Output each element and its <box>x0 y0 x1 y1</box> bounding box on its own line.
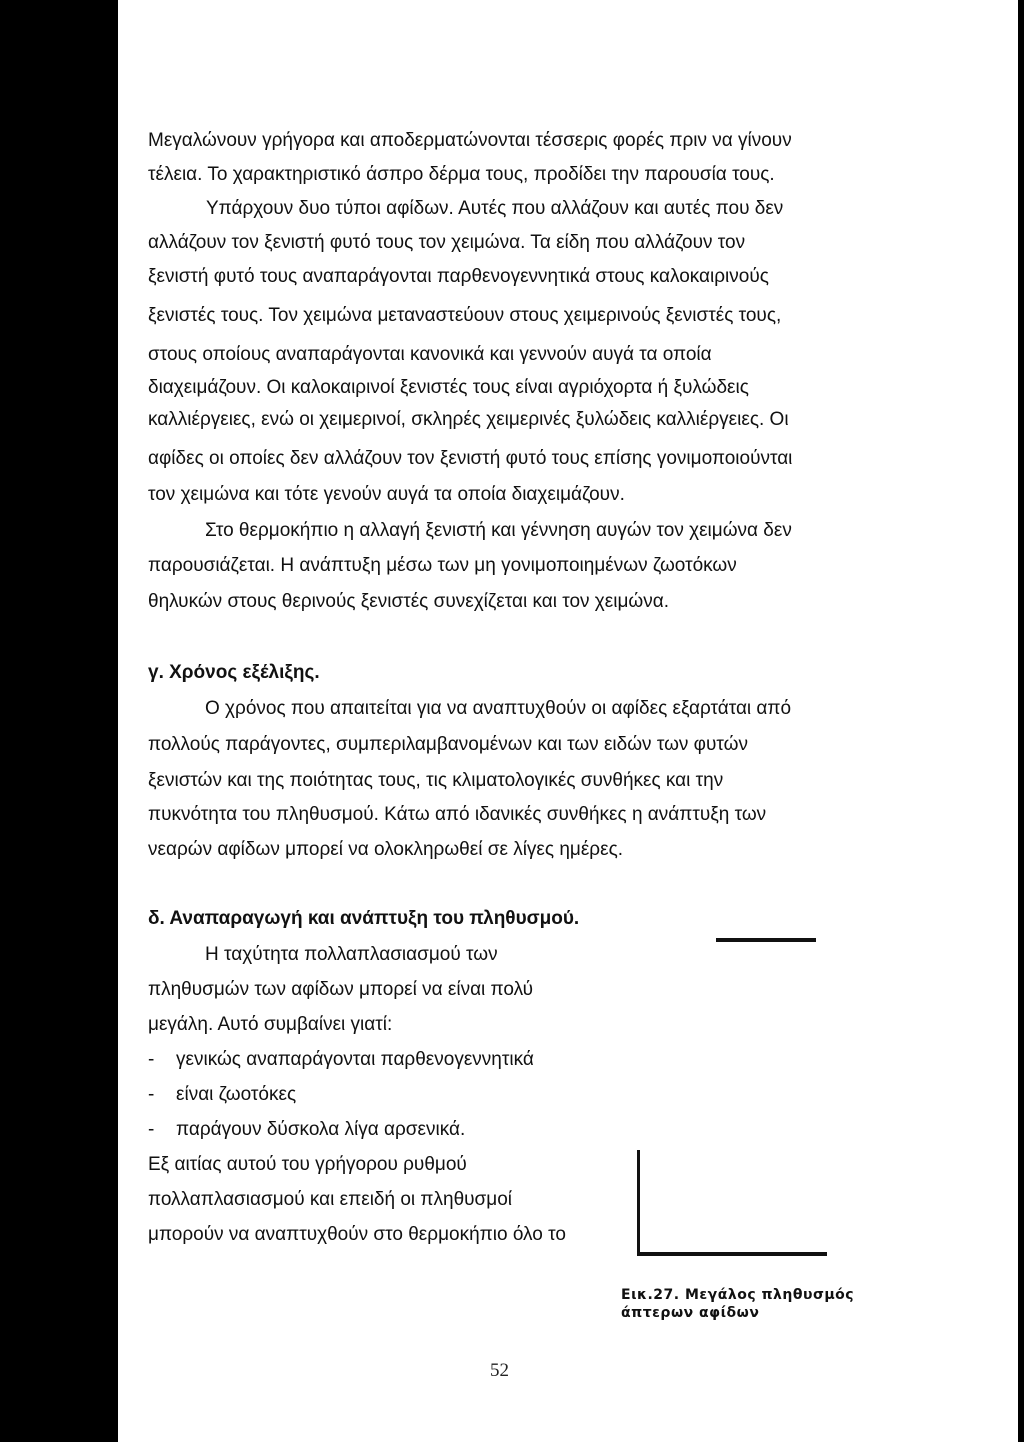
text-line: μεγάλη. Αυτό συμβαίνει γιατί: <box>148 1014 393 1035</box>
figure-left-rule <box>637 1150 640 1254</box>
list-item: είναι ζωοτόκες <box>176 1084 297 1105</box>
text-line: Ο χρόνος που απαιτείται για να αναπτυχθούν οι αφίδες εξαρτάται από <box>205 698 792 719</box>
text-line: στους οποίους αναπαράγονται κανονικά και γεννούν αυγά τα οποία <box>148 344 712 365</box>
list-item: παράγουν δύσκολα λίγα αρσενικά. <box>176 1119 466 1140</box>
text-line: ξενιστές τους. Τον χειμώνα μεταναστεύουν στους χειμερινούς ξενιστές τους, <box>148 305 782 326</box>
text-line: αφίδες οι οποίες δεν αλλάζουν τον ξενιστή φυτό τους επίσης γονιμοποιούνται <box>148 448 793 469</box>
text-line: μπορούν να αναπτυχθούν στο θερμοκήπιο όλο το <box>148 1224 566 1245</box>
text-line: καλλιέργειες, ενώ οι χειμερινοί, σκληρές χειμερινές ξυλώδεις καλλιέργειες. Οι <box>148 409 789 430</box>
page-number: 52 <box>490 1360 509 1381</box>
bullet-mark: - <box>148 1049 155 1070</box>
figure-bottom-rule <box>637 1252 827 1256</box>
text-line: πολλούς παράγοντες, συμπεριλαμβανομένων και των ειδών των φυτών <box>148 734 748 755</box>
text-line: Μεγαλώνουν γρήγορα και αποδερματώνονται τέσσερις φορές πριν να γίνουν <box>148 130 792 151</box>
text-line: Εξ αιτίας αυτού του γρήγορου ρυθμού <box>148 1154 467 1175</box>
text-line: αλλάζουν τον ξενιστή φυτό τους τον χειμώνα. Τα είδη που αλλάζουν τον <box>148 232 746 253</box>
text-line: πληθυσμών των αφίδων μπορεί να είναι πολύ <box>148 979 534 1000</box>
bullet-mark: - <box>148 1119 155 1140</box>
text-line: τέλεια. Το χαρακτηριστικό άσπρο δέρμα τους, προδίδει την παρουσία τους. <box>148 164 775 185</box>
text-line: ξενιστών και της ποιότητας τους, τις κλιματολογικές συνθήκες και την <box>148 770 724 791</box>
figure-top-rule <box>716 938 816 942</box>
text-line: πολλαπλασιασμού και επειδή οι πληθυσμοί <box>148 1189 512 1210</box>
figure-caption-line-1: Εικ.27. Μεγάλος πληθυσμός <box>621 1287 855 1303</box>
text-line: Υπάρχουν δυο τύποι αφίδων. Αυτές που αλλάζουν και αυτές που δεν <box>206 198 784 219</box>
text-line: Η ταχύτητα πολλαπλασιασμού των <box>205 944 498 965</box>
text-line: Στο θερμοκήπιο η αλλαγή ξενιστή και γέννηση αυγών τον χειμώνα δεν <box>205 520 792 541</box>
figure-caption-line-2: άπτερων αφίδων <box>621 1305 760 1321</box>
bullet-mark: - <box>148 1084 155 1105</box>
text-line: πυκνότητα του πληθυσμού. Κάτω από ιδανικές συνθήκες η ανάπτυξη των <box>148 804 767 825</box>
section-heading-d: δ. Αναπαραγωγή και ανάπτυξη του πληθυσμού. <box>148 908 580 929</box>
section-heading-c: γ. Χρόνος εξέλιξης. <box>148 662 320 683</box>
text-line: διαχειμάζουν. Οι καλοκαιρινοί ξενιστές τους είναι αγριόχορτα ή ξυλώδεις <box>148 377 749 398</box>
text-line: νεαρών αφίδων μπορεί να ολοκληρωθεί σε λίγες ημέρες. <box>148 839 624 860</box>
text-line: θηλυκών στους θερινούς ξενιστές συνεχίζεται και τον χειμώνα. <box>148 591 669 612</box>
text-line: ξενιστή φυτό τους αναπαράγονται παρθενογεννητικά στους καλοκαιρινούς <box>148 266 769 287</box>
text-line: τον χειμώνα και τότε γενούν αυγά τα οποία διαχειμάζουν. <box>148 484 625 505</box>
list-item: γενικώς αναπαράγονται παρθενογεννητικά <box>176 1049 534 1070</box>
text-line: παρουσιάζεται. Η ανάπτυξη μέσω των μη γονιμοποιημένων ζωοτόκων <box>148 555 737 576</box>
